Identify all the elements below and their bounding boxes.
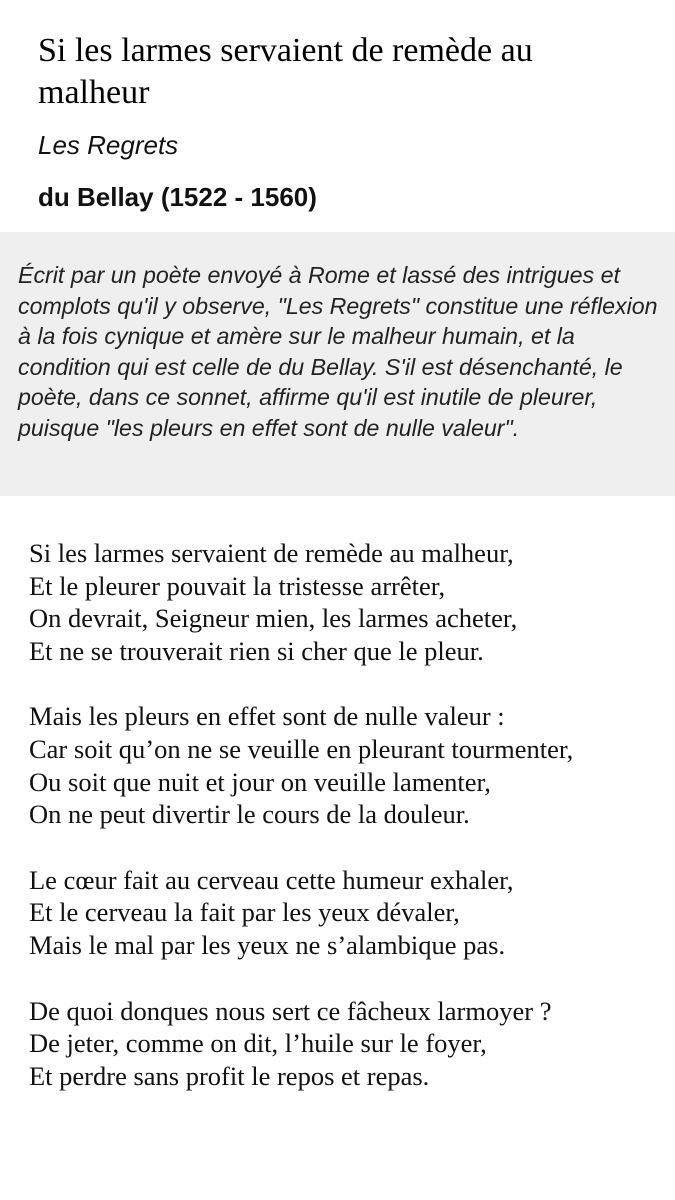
stanza-2 [29,700,649,830]
poem-title: Si les larmes servaient de remède au malheur [38,32,533,111]
verse-line: Et perdre sans profit le repos et repas. [29,1060,430,1091]
intro-box [0,232,675,496]
stanza-1 [29,537,649,667]
verse-line: Le cœur fait au cerveau cette humeur exhaler, [29,864,514,895]
verse-line: Et ne se trouverait rien si cher que le pleur. [29,635,484,666]
verse-line: On devrait, Seigneur mien, les larmes acheter, [29,603,518,634]
stanza-3 [29,864,649,962]
verse-line: On ne peut divertir le cours de la douleur. [29,799,470,830]
author-name: du Bellay (1522 - 1560) [38,182,317,212]
verse-line: Mais les pleurs en effet sont de nulle valeur : [29,701,505,732]
verse-line: De jeter, comme on dit, l’huile sur le foyer, [29,1028,487,1059]
verse-line: Et le cerveau la fait par les yeux dévaler, [29,897,460,928]
verse-line: Si les larmes servaient de remède au malheur, [29,538,514,568]
collection-name: Les Regrets [38,130,179,160]
verse-line: Mais le mal par les yeux ne s’alambique pas. [29,929,506,960]
verse-line: Car soit qu’on ne se veuille en pleurant tourmenter, [29,733,574,764]
verse-line: Ou soit que nuit et jour on veuille lamenter, [29,766,491,797]
verse-line: Et le pleurer pouvait la tristesse arrêter, [29,570,446,601]
stanza-4 [29,995,649,1093]
poem-body [29,537,649,1125]
poem-header [0,0,675,212]
intro-text: Écrit par un poète envoyé à Rome et lassé des intrigues et complots qu'il y observe, "Les Regrets" constitue une réflexion à la fois cynique et amère sur le malheur humain, et la condition qui est celle de du Bellay. S'il est désenchanté, le poète, dans ce sonnet, affirme qu'il est inutile de pleurer, puisque "les pleurs en effet sont de nulle valeur". [18,262,658,441]
verse-line: De quoi donques nous sert ce fâcheux larmoyer ? [29,995,552,1026]
